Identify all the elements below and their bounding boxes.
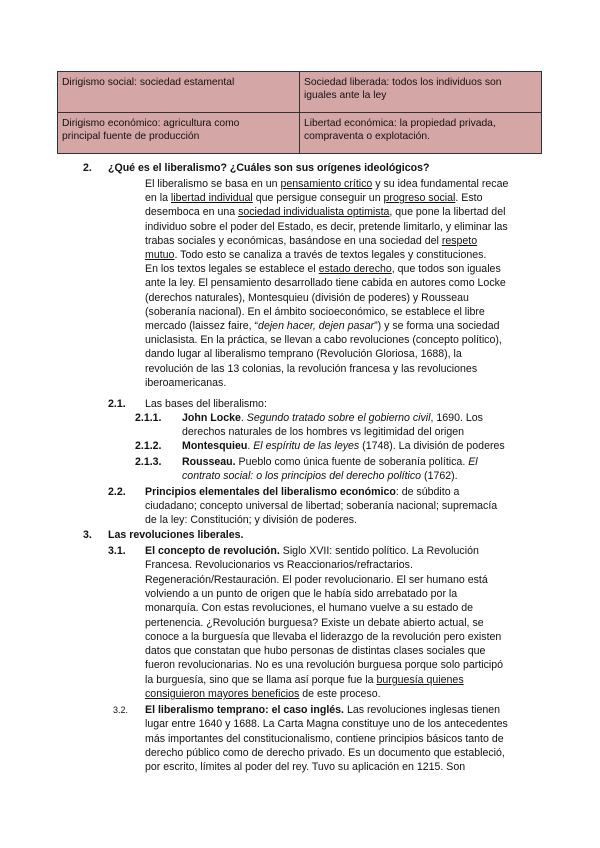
- underlined-text: mutuo: [145, 249, 175, 261]
- text-run: lugar entre 1640 y 1688. La Carta Magna constituye uno de los antecedentes: [145, 718, 508, 731]
- paragraph-line: [145, 205, 505, 219]
- paragraph-line: [145, 362, 477, 376]
- subsection-number: 2.2.: [108, 486, 126, 498]
- table-row: [58, 72, 542, 113]
- text-run: , que todos son iguales: [391, 263, 501, 276]
- text-run: Las revoluciones inglesas tienen: [344, 704, 501, 716]
- subsection-line: [182, 411, 483, 425]
- paragraph-line: [145, 291, 469, 305]
- bold-text: El concepto de revolución.: [145, 545, 280, 557]
- text-run: individuo sobre el poder del Estado, es decir, pretende limitarlo, y eliminar las: [145, 220, 508, 233]
- text-run: conoce a la burguesía que llevaba el liderazgo de la revolución pero existen: [145, 630, 502, 643]
- table-cell: [300, 72, 542, 113]
- text-run: Francesa. Revolucionarios vs Reaccionarios/refractarios.: [145, 559, 413, 572]
- bold-text: Rousseau.: [182, 456, 236, 468]
- paragraph-line: [145, 644, 485, 658]
- text-run: ”) y se forma una sociedad: [374, 320, 500, 332]
- italic-text: Segundo tratado sobre el gobierno civil: [246, 412, 431, 424]
- text-run: que persigue conseguir un: [252, 192, 384, 205]
- subsection-number: 2.1.3.: [135, 456, 162, 468]
- text-run: El liberalismo se basa en un: [145, 178, 281, 190]
- bold-text: Principios elementales del liberalismo económico: [145, 486, 396, 498]
- text-run: volviendo a un punto de origen que le había sido arrebatado por la: [145, 587, 458, 600]
- cell-text: Dirigismo económico: agricultura como: [62, 118, 240, 129]
- text-run: (derechos naturales), Montesquieu (división de poderes) y Rousseau: [145, 291, 469, 304]
- cell-text: iguales ante la ley: [304, 90, 387, 101]
- subsection-line: ciudadano; concepto universal de libertad; soberanía nacional; supremacía: [145, 500, 498, 512]
- paragraph-line: [145, 544, 479, 558]
- text-run: y su idea fundamental recae: [372, 178, 509, 190]
- underlined-text: estado derecho: [318, 263, 392, 276]
- text-run: Regeneración/Restauración. El poder revolucionario. El ser humano está: [145, 573, 488, 586]
- text-run: , 1690. Los: [430, 412, 483, 424]
- text-run: mercado (laissez faire, “: [145, 320, 259, 332]
- text-run: derecho público como de derecho privado. Es un documento que estableció,: [145, 746, 505, 759]
- cell-text: Sociedad liberada: todos los individuos son: [304, 77, 502, 88]
- italic-text: contrato social: o los principios del derecho político: [182, 470, 422, 482]
- paragraph-line: [145, 687, 381, 701]
- paragraph-line: [145, 658, 503, 672]
- table-row: [58, 113, 542, 154]
- subsection-line: [182, 455, 478, 469]
- table-cell: [58, 72, 300, 113]
- text-run: dando lugar al liberalismo temprano (Revolución Gloriosa, 1688), la: [145, 348, 462, 361]
- subsection-number: 2.1.: [108, 398, 126, 410]
- text-run: .: [240, 412, 247, 424]
- cell-text: Libertad económica: la propiedad privada,: [304, 118, 496, 129]
- italic-text: dejen hacer, dejen pasar: [258, 320, 375, 332]
- section-heading: Las revoluciones liberales.: [108, 529, 244, 541]
- subsection-line: [182, 439, 505, 453]
- subsection-number: 3.2.: [113, 705, 129, 715]
- subsection-line: de la ley: Constitución; y división de poderes.: [145, 514, 357, 526]
- italic-text: El espíritu de las leyes: [253, 440, 360, 452]
- text-run: revolución de las 13 colonias, la revolución francesa y las revoluciones: [145, 362, 478, 375]
- text-run: desemboca en una: [145, 206, 239, 219]
- paragraph-line: [145, 220, 508, 234]
- text-run: la burguesía, sino que se llama así porque fue la: [145, 673, 377, 686]
- paragraph-line: [145, 276, 506, 290]
- italic-text: El: [468, 456, 478, 468]
- paragraph-line: [145, 746, 505, 760]
- text-run: . Esto: [455, 192, 483, 205]
- paragraph-line: [145, 573, 488, 587]
- paragraph-line: [145, 248, 486, 262]
- subsection-line: [182, 469, 458, 483]
- paragraph-line: [145, 558, 413, 572]
- text-run: En los textos legales se establece el: [145, 263, 319, 276]
- bold-text: El liberalismo temprano: el caso inglés.: [145, 704, 344, 716]
- text-run: (1748). La división de poderes: [359, 440, 505, 452]
- paragraph-line: [145, 376, 226, 390]
- text-run: datos que constatan que hubo personas de distintas clases sociales que: [145, 645, 486, 658]
- paragraph-line: [145, 262, 501, 276]
- text-run: fueron revolucionarias. No es una revolución burguesa porque solo participó: [145, 659, 504, 672]
- text-run: . Todo esto se canaliza a través de textos legales y constituciones.: [174, 249, 487, 261]
- underlined-text: burguesía quienes: [376, 673, 464, 686]
- underlined-text: respeto: [441, 234, 478, 247]
- subsection-number: 2.1.1.: [135, 412, 162, 424]
- paragraph-line: [145, 673, 464, 687]
- text-run: por escrito, límites al poder del rey. Tuvo su aplicación en 1215. Son: [145, 761, 466, 774]
- paragraph-line: [145, 717, 508, 731]
- text-run: más importantes del constitucionalismo, contiene principios básicos tanto de: [145, 732, 504, 745]
- paragraph-line: [145, 703, 500, 717]
- table-cell: [58, 113, 300, 154]
- cell-text: compraventa o explotación.: [304, 131, 430, 142]
- subsection-number: 3.1.: [108, 545, 126, 557]
- text-run: iberoamericanas.: [145, 376, 227, 389]
- paragraph-line: [145, 191, 482, 205]
- underlined-text: libertad individual: [170, 192, 253, 205]
- paragraph-line: [145, 616, 484, 630]
- text-run: : de súbdito a: [395, 486, 460, 498]
- cell-text: Dirigismo social: sociedad estamental: [62, 77, 235, 88]
- text-run: trabas sociales y económicas, basándose en una sociedad del: [145, 234, 442, 247]
- paragraph-line: [145, 333, 502, 347]
- text-run: uniclasista. En la práctica, se llevan a cabo revoluciones (concepto político),: [145, 334, 502, 347]
- cell-text: principal fuente de producción: [62, 131, 200, 142]
- text-run: pertenencia. ¿Revolución burguesa? Existe un debate abierto actual, se: [145, 616, 484, 629]
- paragraph-line: [145, 319, 500, 333]
- text-run: ante la ley. El pensamiento desarrollado tiene cabida en autores como Locke: [145, 277, 506, 290]
- paragraph-line: [145, 234, 477, 248]
- subsection-line: [145, 485, 459, 499]
- text-run: .: [247, 440, 254, 452]
- text-run: (1762).: [421, 470, 458, 482]
- underlined-text: sociedad individualista optimista: [238, 206, 390, 219]
- paragraph-line: [145, 347, 462, 361]
- table-cell: [300, 113, 542, 154]
- underlined-text: pensamiento crítico: [280, 178, 373, 190]
- subsection-line: derechos naturales de los hombres vs legitimidad del origen: [182, 426, 465, 438]
- subsection-number: 2.1.2.: [135, 440, 162, 452]
- comparison-table: [57, 71, 542, 154]
- section-heading: ¿Qué es el liberalismo? ¿Cuáles son sus orígenes ideológicos?: [108, 162, 430, 174]
- section-number: 3.: [83, 529, 92, 541]
- paragraph-line: [145, 305, 485, 319]
- text-run: Pueblo como única fuente de soberanía política.: [235, 456, 469, 468]
- text-run: , que pone la libertad del: [389, 206, 506, 219]
- text-run: en la: [145, 192, 171, 205]
- section-number: 2.: [83, 162, 92, 174]
- text-run: Siglo XVII: sentido político. La Revolución: [279, 545, 479, 557]
- bold-text: John Locke: [182, 412, 241, 424]
- underlined-text: progreso social: [383, 192, 456, 205]
- underlined-text: consiguieron mayores beneficios: [145, 688, 300, 700]
- bold-text: Montesquieu: [182, 440, 248, 452]
- paragraph-line: [145, 587, 457, 601]
- text-run: de este proceso.: [299, 688, 381, 700]
- paragraph-line: [145, 732, 504, 746]
- paragraph-line: [145, 177, 508, 191]
- paragraph-line: [145, 630, 501, 644]
- text-run: (soberanía nacional). En el ámbito socioeconómico, se establece el libre: [145, 305, 485, 318]
- subsection-text: Las bases del liberalismo:: [145, 398, 267, 410]
- text-run: monarquía. Con estas revoluciones, el humano vuelve a su estado de: [145, 602, 474, 615]
- paragraph-line: [145, 760, 465, 774]
- paragraph-line: [145, 601, 473, 615]
